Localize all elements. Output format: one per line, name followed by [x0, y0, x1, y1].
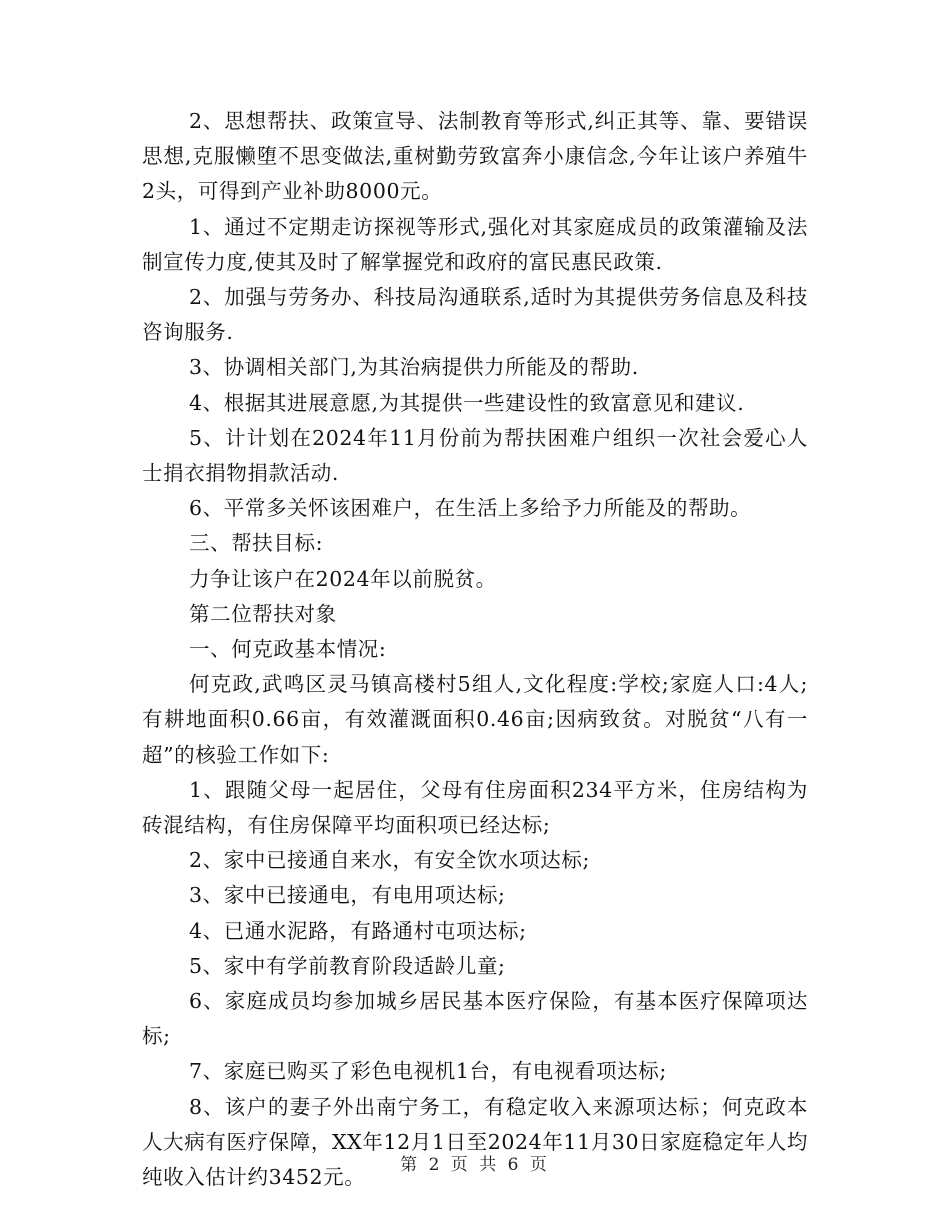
paragraph: 2、加强与劳务办、科技局沟通联系,适时为其提供劳务信息及科技咨询服务. — [142, 285, 808, 345]
paragraph: 7、家庭已购买了彩色电视机1台，有电视看项达标; — [189, 1059, 667, 1084]
section-heading: 三、帮扶目标: — [189, 531, 324, 556]
section-heading: 第二位帮扶对象 — [189, 601, 337, 626]
paragraph: 1、通过不定期走访探视等形式,强化对其家庭成员的政策灌输及法制宣传力度,使其及时了解掌握党和政府的富民惠民政策. — [142, 214, 808, 274]
paragraph: 5、计计划在2024年11月份前为帮扶困难户组织一次社会爱心人士捐衣捐物捐款活动. — [142, 425, 808, 486]
paragraph: 4、根据其进展意愿,为其提供一些建设性的致富意见和建议. — [189, 390, 745, 415]
paragraph: 6、平常多关怀该困难户，在生活上多给予力所能及的帮助。 — [189, 496, 752, 521]
paragraph: 2、思想帮扶、政策宣导、法制教育等形式,纠正其等、靠、要错误思想,克服懒堕不思变做法,重树勤劳致富奔小康信念,今年让该户养殖牛2头，可得到产业补助8000元。 — [142, 109, 808, 204]
paragraph: 8、该户的妻子外出南宁务工，有稳定收入来源项达标；何克政本人大病有医疗保障，XX年12月1日至2024年11月30日家庭稳定年人均纯收入估计约3452元。 — [142, 1094, 808, 1190]
paragraph: 5、家中有学前教育阶段适龄儿童; — [189, 953, 506, 978]
paragraph: 3、家中已接通电，有电用项达标; — [189, 883, 506, 908]
paragraph: 6、家庭成员均参加城乡居民基本医疗保险，有基本医疗保障项达标; — [142, 989, 808, 1049]
paragraph: 4、已通水泥路，有路通村屯项达标; — [189, 918, 527, 943]
paragraph: 1、跟随父母一起居住，父母有住房面积234平方米，住房结构为砖混结构，有住房保障平均面积项已经达标; — [142, 777, 808, 838]
paragraph: 2、家中已接通自来水，有安全饮水项达标; — [189, 848, 590, 873]
paragraph: 何克政,武鸣区灵马镇高楼村5组人,文化程度:学校;家庭人口:4人;有耕地面积0.66亩，有效灌溉面积0.46亩;因病致贫。对脱贫“八有一超”的核验工作如下: — [142, 672, 808, 767]
paragraph: 3、协调相关部门,为其治病提供力所能及的帮助. — [189, 355, 639, 380]
paragraph: 力争让该户在2024年以前脱贫。 — [189, 566, 497, 591]
page-number-footer: 第 2 页 共 6 页 — [400, 1155, 550, 1175]
document-body — [142, 104, 808, 1195]
section-heading: 一、何克政基本情况: — [189, 637, 387, 662]
